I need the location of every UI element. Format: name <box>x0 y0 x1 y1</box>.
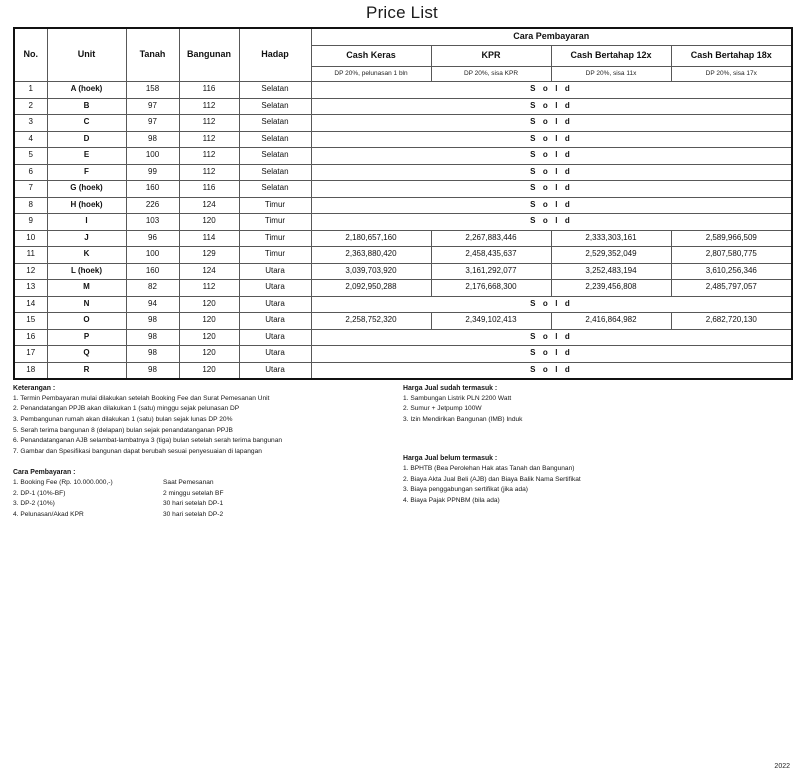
cara-pembayaran-label: 4. Pelunasan/Akad KPR <box>13 510 84 518</box>
cell-price-bertahap-18x: 2,589,966,509 <box>671 230 792 247</box>
table-row <box>14 164 792 181</box>
keterangan-heading: Keterangan : <box>13 384 56 392</box>
cell-bangunan: 120 <box>179 214 239 231</box>
keterangan-item: 6. Penandatanganan AJB selambat-lambatnya 3 (tiga) bulan setelah serah terima bangunan <box>13 437 283 445</box>
cell-no: 15 <box>14 313 47 330</box>
cell-price-bertahap-18x: 2,682,720,130 <box>671 313 792 330</box>
cell-bangunan: 114 <box>179 230 239 247</box>
cell-hadap: Utara <box>239 313 311 330</box>
cell-no: 2 <box>14 98 47 115</box>
sudah-termasuk-item: 3. Izin Mendirikan Bangunan (IMB) Induk <box>403 416 523 424</box>
cell-hadap: Selatan <box>239 82 311 99</box>
cell-price-kpr: 2,349,102,413 <box>431 313 551 330</box>
cell-price-cash-keras: 2,092,950,288 <box>311 280 431 297</box>
table-row <box>14 148 792 165</box>
cell-unit: B <box>47 98 126 115</box>
cell-hadap: Selatan <box>239 181 311 198</box>
belum-termasuk-item: 4. Biaya Pajak PPNBM (bila ada) <box>403 496 500 504</box>
cell-hadap: Utara <box>239 263 311 280</box>
keterangan-item: 7. Gambar dan Spesifikasi bangunan dapat berubah sesuai penyesuaian di lapangan <box>13 448 262 456</box>
table-row <box>14 214 792 231</box>
cell-tanah: 97 <box>126 98 179 115</box>
cell-sold: S o l d <box>311 131 792 148</box>
cara-pembayaran-list <box>13 478 403 521</box>
cara-pembayaran-label: 1. Booking Fee (Rp. 10.000.000,-) <box>13 478 113 486</box>
cell-sold: S o l d <box>311 296 792 313</box>
cell-no: 10 <box>14 230 47 247</box>
cell-tanah: 100 <box>126 148 179 165</box>
cell-sold: S o l d <box>311 82 792 99</box>
cell-unit: J <box>47 230 126 247</box>
table-body <box>14 82 792 379</box>
col-header-payment-group: Cara Pembayaran <box>311 28 792 46</box>
notes-right-column <box>403 383 778 521</box>
cell-no: 8 <box>14 197 47 214</box>
cell-tanah: 99 <box>126 164 179 181</box>
col-header-cash-bertahap-12x: Cash Bertahap 12x <box>551 46 671 67</box>
cell-bangunan: 116 <box>179 181 239 198</box>
cell-no: 16 <box>14 329 47 346</box>
cara-pembayaran-timing: Saat Pemesanan <box>163 478 214 486</box>
cell-hadap: Timur <box>239 197 311 214</box>
cara-pembayaran-timing: 2 minggu setelah BF <box>163 489 224 497</box>
cell-no: 7 <box>14 181 47 198</box>
keterangan-item: 2. Penandatangan PPJB akan dilakukan 1 (satu) minggu sejak pelunasan DP <box>13 405 240 413</box>
col-note-cash-bertahap-12x: DP 20%, sisa 11x <box>551 67 671 82</box>
cell-price-bertahap-12x: 2,333,303,161 <box>551 230 671 247</box>
cell-sold: S o l d <box>311 115 792 132</box>
table-row <box>14 131 792 148</box>
cell-tanah: 158 <box>126 82 179 99</box>
cara-pembayaran-label: 2. DP-1 (10%-BF) <box>13 489 66 497</box>
cell-hadap: Utara <box>239 280 311 297</box>
cell-bangunan: 112 <box>179 115 239 132</box>
cell-unit: M <box>47 280 126 297</box>
sudah-termasuk-heading: Harga Jual sudah termasuk : <box>403 384 498 392</box>
cell-no: 5 <box>14 148 47 165</box>
table-row <box>14 313 792 330</box>
cell-tanah: 98 <box>126 346 179 363</box>
cell-bangunan: 129 <box>179 247 239 264</box>
cell-tanah: 97 <box>126 115 179 132</box>
cell-no: 4 <box>14 131 47 148</box>
cell-unit: K <box>47 247 126 264</box>
col-note-cash-keras: DP 20%, pelunasan 1 bln <box>311 67 431 82</box>
table-row <box>14 329 792 346</box>
cell-unit: R <box>47 362 126 379</box>
cell-sold: S o l d <box>311 362 792 379</box>
cell-no: 17 <box>14 346 47 363</box>
cell-unit: A (hoek) <box>47 82 126 99</box>
col-note-cash-bertahap-18x: DP 20%, sisa 17x <box>671 67 792 82</box>
table-row <box>14 98 792 115</box>
table-row <box>14 247 792 264</box>
cell-tanah: 98 <box>126 313 179 330</box>
cell-tanah: 100 <box>126 247 179 264</box>
cell-unit: C <box>47 115 126 132</box>
cell-hadap: Timur <box>239 214 311 231</box>
cell-tanah: 98 <box>126 329 179 346</box>
cell-price-bertahap-18x: 2,807,580,775 <box>671 247 792 264</box>
cell-no: 12 <box>14 263 47 280</box>
cell-tanah: 160 <box>126 181 179 198</box>
col-header-bangunan: Bangunan <box>179 28 239 82</box>
keterangan-list <box>13 394 403 458</box>
cell-hadap: Timur <box>239 230 311 247</box>
cell-sold: S o l d <box>311 214 792 231</box>
cell-hadap: Utara <box>239 346 311 363</box>
table-row <box>14 181 792 198</box>
cell-bangunan: 120 <box>179 313 239 330</box>
cell-price-cash-keras: 3,039,703,920 <box>311 263 431 280</box>
cell-bangunan: 120 <box>179 329 239 346</box>
cell-sold: S o l d <box>311 197 792 214</box>
table-row <box>14 115 792 132</box>
cell-tanah: 98 <box>126 362 179 379</box>
table-row <box>14 82 792 99</box>
cell-no: 1 <box>14 82 47 99</box>
cell-hadap: Utara <box>239 362 311 379</box>
cell-unit: N <box>47 296 126 313</box>
cell-sold: S o l d <box>311 148 792 165</box>
cell-no: 13 <box>14 280 47 297</box>
cell-bangunan: 124 <box>179 197 239 214</box>
cell-bangunan: 112 <box>179 164 239 181</box>
table-row <box>14 230 792 247</box>
cell-bangunan: 112 <box>179 131 239 148</box>
cell-hadap: Utara <box>239 296 311 313</box>
table-row <box>14 263 792 280</box>
cara-pembayaran-label: 3. DP-2 (10%) <box>13 500 55 508</box>
keterangan-item: 3. Pembangunan rumah akan dilakukan 1 (satu) bulan sejak lunas DP 20% <box>13 416 233 424</box>
cara-pembayaran-timing: 30 hari setelah DP-1 <box>163 500 224 508</box>
notes-section <box>0 380 804 770</box>
cell-price-kpr: 2,176,668,300 <box>431 280 551 297</box>
cell-no: 6 <box>14 164 47 181</box>
cell-sold: S o l d <box>311 181 792 198</box>
cara-pembayaran-item <box>13 510 403 521</box>
cell-hadap: Selatan <box>239 131 311 148</box>
cell-unit: H (hoek) <box>47 197 126 214</box>
cell-unit: O <box>47 313 126 330</box>
col-header-cash-keras: Cash Keras <box>311 46 431 67</box>
col-header-cash-bertahap-18x: Cash Bertahap 18x <box>671 46 792 67</box>
cell-sold: S o l d <box>311 329 792 346</box>
cell-sold: S o l d <box>311 98 792 115</box>
cell-bangunan: 120 <box>179 296 239 313</box>
cell-price-kpr: 2,458,435,637 <box>431 247 551 264</box>
col-header-hadap: Hadap <box>239 28 311 82</box>
cell-tanah: 160 <box>126 263 179 280</box>
cell-price-bertahap-12x: 2,239,456,808 <box>551 280 671 297</box>
cell-hadap: Selatan <box>239 98 311 115</box>
cell-unit: G (hoek) <box>47 181 126 198</box>
cell-unit: E <box>47 148 126 165</box>
cell-bangunan: 124 <box>179 263 239 280</box>
price-table-container <box>0 27 804 380</box>
cell-tanah: 98 <box>126 131 179 148</box>
cell-unit: Q <box>47 346 126 363</box>
belum-termasuk-item: 1. BPHTB (Bea Perolehan Hak atas Tanah dan Bangunan) <box>403 464 575 472</box>
cell-no: 14 <box>14 296 47 313</box>
cell-bangunan: 120 <box>179 346 239 363</box>
table-row <box>14 362 792 379</box>
cell-tanah: 96 <box>126 230 179 247</box>
cara-pembayaran-timing: 30 hari setelah DP-2 <box>163 510 224 518</box>
cell-tanah: 103 <box>126 214 179 231</box>
keterangan-item: 1. Termin Pembayaran mulai dilakukan setelah Booking Fee dan Surat Pemesanan Unit <box>13 394 270 402</box>
belum-termasuk-item: 3. Biaya penggabungan sertifikat (jika ada) <box>403 486 528 494</box>
cell-sold: S o l d <box>311 346 792 363</box>
col-header-unit: Unit <box>47 28 126 82</box>
table-row <box>14 280 792 297</box>
cell-unit: I <box>47 214 126 231</box>
keterangan-item: 5. Serah terima bangunan 8 (delapan) bulan sejak penandatanganan PPJB <box>13 426 233 434</box>
cara-pembayaran-item <box>13 489 403 500</box>
cell-price-bertahap-12x: 2,416,864,982 <box>551 313 671 330</box>
cell-no: 18 <box>14 362 47 379</box>
cell-unit: L (hoek) <box>47 263 126 280</box>
cell-bangunan: 120 <box>179 362 239 379</box>
cell-bangunan: 112 <box>179 98 239 115</box>
cell-no: 9 <box>14 214 47 231</box>
cell-bangunan: 112 <box>179 148 239 165</box>
notes-left-column <box>13 383 403 521</box>
cell-tanah: 94 <box>126 296 179 313</box>
cell-price-bertahap-18x: 2,485,797,057 <box>671 280 792 297</box>
cell-unit: D <box>47 131 126 148</box>
table-header <box>14 28 792 82</box>
cara-pembayaran-heading: Cara Pembayaran : <box>13 468 76 476</box>
sudah-termasuk-item: 2. Sumur + Jetpump 100W <box>403 405 482 413</box>
cell-sold: S o l d <box>311 164 792 181</box>
cell-price-bertahap-12x: 3,252,483,194 <box>551 263 671 280</box>
col-note-kpr: DP 20%, sisa KPR <box>431 67 551 82</box>
page-title: Price List <box>366 3 438 22</box>
cell-price-kpr: 2,267,883,446 <box>431 230 551 247</box>
table-row <box>14 296 792 313</box>
price-list-table <box>13 27 793 380</box>
cell-hadap: Selatan <box>239 148 311 165</box>
cell-price-bertahap-12x: 2,529,352,049 <box>551 247 671 264</box>
table-row <box>14 346 792 363</box>
cell-price-cash-keras: 2,180,657,160 <box>311 230 431 247</box>
cell-tanah: 226 <box>126 197 179 214</box>
cell-price-cash-keras: 2,258,752,320 <box>311 313 431 330</box>
cell-no: 11 <box>14 247 47 264</box>
cell-price-kpr: 3,161,292,077 <box>431 263 551 280</box>
cell-hadap: Utara <box>239 329 311 346</box>
table-row <box>14 197 792 214</box>
cell-tanah: 82 <box>126 280 179 297</box>
cell-hadap: Timur <box>239 247 311 264</box>
cell-bangunan: 116 <box>179 82 239 99</box>
cara-pembayaran-item <box>13 478 403 489</box>
sudah-termasuk-list <box>403 394 778 426</box>
year-mark: 2022 <box>774 762 790 770</box>
cell-unit: F <box>47 164 126 181</box>
belum-termasuk-heading: Harga Jual belum termasuk : <box>403 454 498 462</box>
cara-pembayaran-item <box>13 499 403 510</box>
cell-price-bertahap-18x: 3,610,256,346 <box>671 263 792 280</box>
col-header-kpr: KPR <box>431 46 551 67</box>
cell-unit: P <box>47 329 126 346</box>
col-header-no: No. <box>14 28 47 82</box>
cell-bangunan: 112 <box>179 280 239 297</box>
col-header-tanah: Tanah <box>126 28 179 82</box>
sudah-termasuk-item: 1. Sambungan Listrik PLN 2200 Watt <box>403 394 512 402</box>
cell-hadap: Selatan <box>239 115 311 132</box>
cell-no: 3 <box>14 115 47 132</box>
cell-price-cash-keras: 2,363,880,420 <box>311 247 431 264</box>
belum-termasuk-item: 2. Biaya Akta Jual Beli (AJB) dan Biaya Balik Nama Sertifikat <box>403 475 581 483</box>
belum-termasuk-list <box>403 464 778 507</box>
cell-hadap: Selatan <box>239 164 311 181</box>
